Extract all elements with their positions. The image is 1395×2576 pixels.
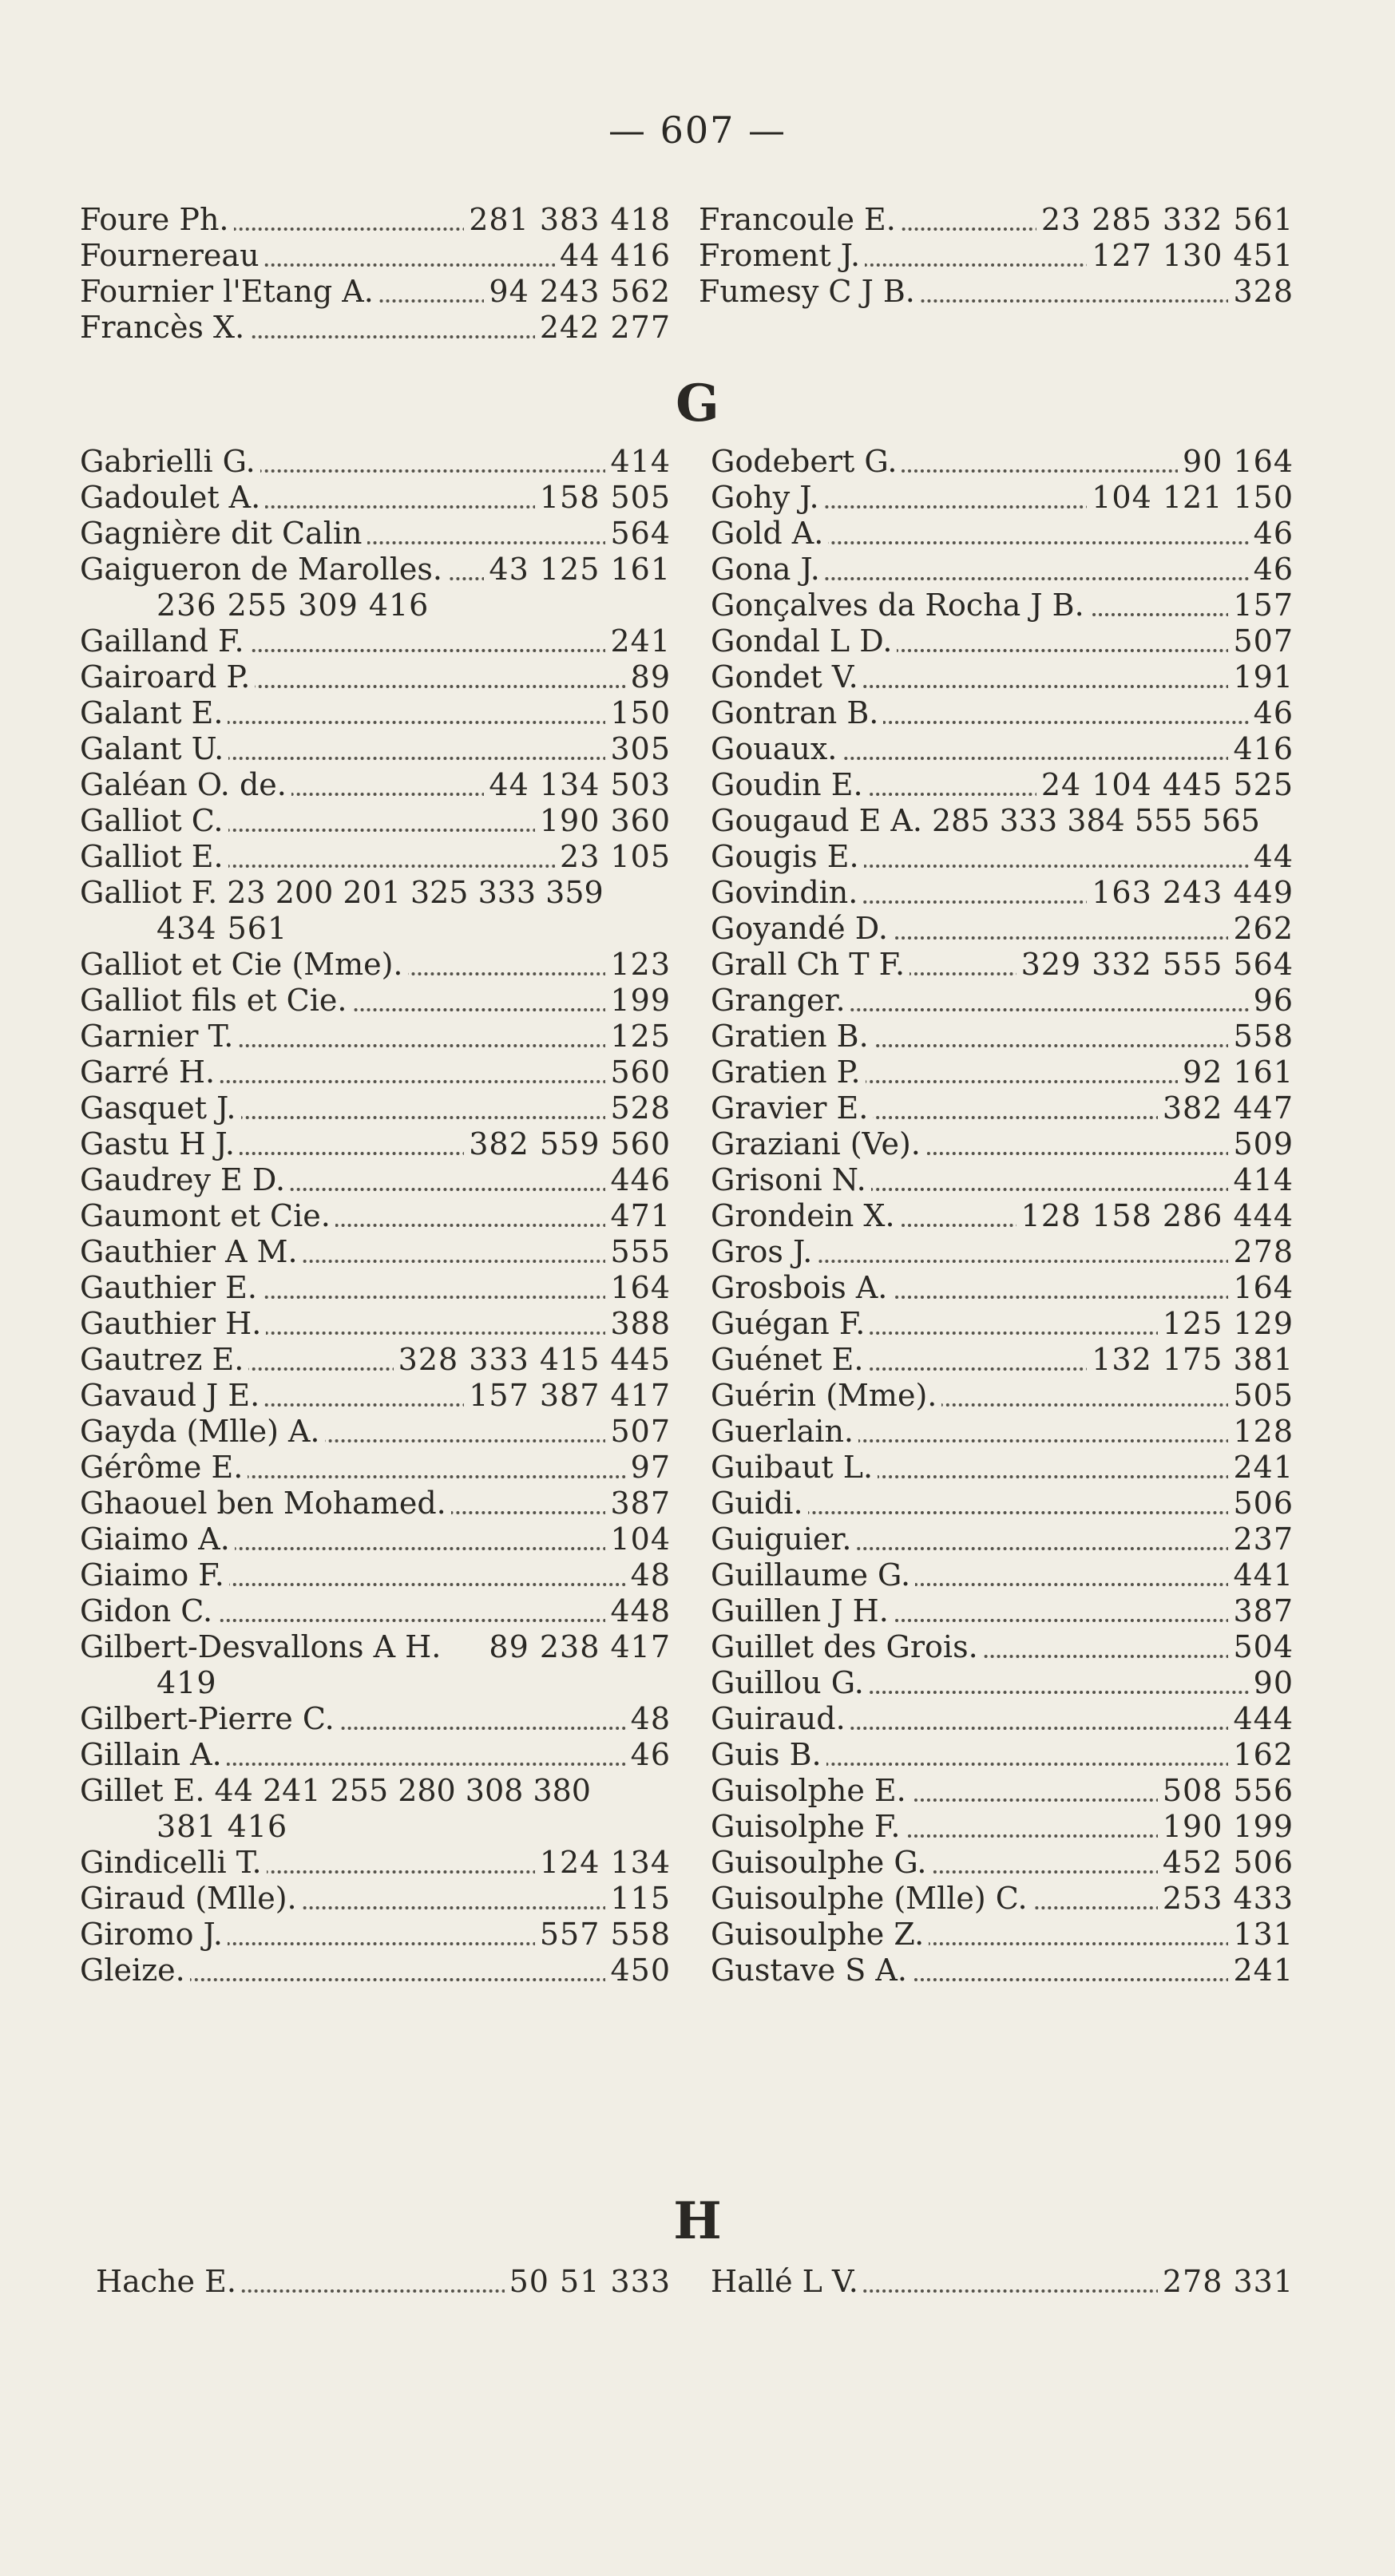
entry-name: Guiguier. [711, 1521, 857, 1557]
entry-pages: 262 [1228, 911, 1294, 947]
index-entry [80, 1845, 671, 1881]
index-entry [80, 1414, 671, 1450]
entry-pages: 555 [605, 1234, 671, 1270]
index-entry [711, 1917, 1294, 1953]
entry-pages: 509 [1228, 1126, 1294, 1162]
index-entry [80, 659, 671, 695]
entry-name: Giaimo F. [80, 1557, 229, 1593]
entry-pages: 241 [605, 623, 671, 659]
entry-pages: 507 [1228, 623, 1294, 659]
entry-name: Granger. [711, 983, 850, 1019]
entry-pages: 199 [605, 983, 671, 1019]
entry-continuation: 434 561 [157, 911, 288, 946]
entry-name: Gidon C. [80, 1593, 217, 1629]
entry-pages: 44 416 [555, 238, 671, 274]
entry-pages: 506 [1228, 1486, 1294, 1521]
entry-name: Guisoulphe (Mlle) C. [711, 1881, 1032, 1917]
entry-name: Galéan O. de. [80, 767, 291, 803]
entry-pages: 46 [1249, 552, 1294, 588]
index-entry [711, 623, 1294, 659]
entry-pages: 163 243 449 [1087, 875, 1294, 911]
entry-name: Gauthier E. [80, 1270, 262, 1306]
entry-pages: 115 [605, 1881, 671, 1917]
index-entry [711, 839, 1294, 875]
entry-name: Guénet E. [711, 1342, 868, 1378]
index-entry [711, 1486, 1294, 1521]
entry-name: Fournereau [80, 238, 264, 274]
entry-name: Gauthier A M. [80, 1234, 303, 1270]
entry-pages: 44 134 503 [484, 767, 671, 803]
entry-pages: 23 105 [555, 839, 671, 875]
index-entry [80, 1198, 671, 1234]
entry-pages: 24 104 445 525 [1036, 767, 1294, 803]
entry-pages: 557 558 [535, 1917, 671, 1953]
index-entry [711, 588, 1294, 623]
index-entry [80, 983, 671, 1019]
entry-pages: 50 51 333 [505, 2264, 671, 2300]
entry-name: Gravier E. [711, 1090, 873, 1126]
index-entry [80, 1486, 671, 1521]
entry-name: Gontran B. [711, 695, 883, 731]
entry-name: Gouaux. [711, 731, 842, 767]
entry-pages: 92 161 [1178, 1055, 1294, 1090]
entry-pages: 44 [1249, 839, 1294, 875]
entry-name: Gonçalves da Rocha J B. [711, 588, 1089, 623]
entry-pages: 388 [605, 1306, 671, 1342]
entry-name: Guillou G. [711, 1665, 869, 1701]
h-right-column [711, 2264, 1294, 2300]
entry-name: Gaudrey E D. [80, 1162, 290, 1198]
index-entry [80, 1953, 671, 1988]
index-entry [711, 1342, 1294, 1378]
entry-name: Govindin. [711, 875, 862, 911]
index-entry [711, 516, 1294, 552]
index-entry [711, 1306, 1294, 1342]
index-entry [711, 1055, 1294, 1090]
entry-name: Foure Ph. [80, 202, 234, 238]
entry-name: Gavaud J E. [80, 1378, 264, 1414]
entry-name: Guégan F. [711, 1306, 870, 1342]
entry-name: Gold A. [711, 516, 828, 552]
entry-name: Guisolphe E. [711, 1773, 911, 1809]
index-entry [711, 1450, 1294, 1486]
entry-pages: 446 [605, 1162, 671, 1198]
entry-name: Grisoni N. [711, 1162, 871, 1198]
index-entry [711, 1701, 1294, 1737]
index-entry [80, 839, 671, 875]
entry-pages: 191 [1228, 659, 1294, 695]
entry-pages: 237 [1228, 1521, 1294, 1557]
page-number: — 607 — [608, 109, 787, 152]
entry-pages: 128 [1228, 1414, 1294, 1450]
index-entry [80, 1342, 671, 1378]
entry-pages: 48 [626, 1701, 671, 1737]
entry-pages: 504 [1228, 1629, 1294, 1665]
entry-name: Graziani (Ve). [711, 1126, 925, 1162]
index-entry [711, 1270, 1294, 1306]
index-entry [711, 659, 1294, 695]
entry-name: Guidi. [711, 1486, 808, 1521]
entry-continuation: 236 255 309 416 [157, 588, 430, 623]
index-entry [711, 875, 1294, 911]
entry-name: Fournier l'Etang A. [80, 274, 378, 310]
index-entry [711, 1809, 1294, 1845]
index-entry [80, 1881, 671, 1917]
entry-name: Guillaume G. [711, 1557, 915, 1593]
index-entry [711, 695, 1294, 731]
entry-name: Gondal L D. [711, 623, 897, 659]
entry-pages: 558 [1228, 1019, 1294, 1055]
entry-name: Francoule E. [699, 202, 901, 238]
index-entry [80, 1701, 671, 1737]
index-entry [711, 1737, 1294, 1773]
entry-name: Gilbert-Pierre C. [80, 1701, 339, 1737]
entry-name: Gailland F. [80, 623, 249, 659]
entry-name: Fumesy C J B. [699, 274, 920, 310]
index-entry [80, 1234, 671, 1270]
index-entry [80, 274, 671, 310]
entry-pages: 560 [605, 1055, 671, 1090]
index-entry [80, 1378, 671, 1414]
entry-name: Galliot F. 23 200 201 325 333 359 [80, 875, 608, 911]
entry-name: Gayda (Mlle) A. [80, 1414, 325, 1450]
entry-pages: 328 [1228, 274, 1294, 310]
entry-name: Gratien P. [711, 1055, 866, 1090]
entry-name: Gleize. [80, 1953, 190, 1988]
entry-name: Gauthier H. [80, 1306, 266, 1342]
entry-pages: 329 332 555 564 [1017, 947, 1294, 983]
entry-name: Gougaud E A. 285 333 384 555 565 [711, 803, 1265, 839]
entry-pages: 450 [605, 1953, 671, 1988]
f-left-column [80, 202, 671, 346]
h-left-column [96, 2264, 671, 2300]
entry-name: Goudin E. [711, 767, 868, 803]
entry-name: Gillain A. [80, 1737, 227, 1773]
index-entry [80, 803, 671, 839]
entry-name: Guibaut L. [711, 1450, 878, 1486]
index-entry [80, 731, 671, 767]
entry-pages: 382 447 [1158, 1090, 1294, 1126]
entry-name: Gérôme E. [80, 1450, 248, 1486]
index-entry [711, 1090, 1294, 1126]
entry-name: Gautrez E. [80, 1342, 248, 1378]
index-entry [711, 2264, 1294, 2300]
index-entry [711, 983, 1294, 1019]
index-entry [711, 1019, 1294, 1055]
entry-name: Galant E. [80, 695, 228, 731]
entry-pages: 124 134 [535, 1845, 671, 1881]
entry-pages: 127 130 451 [1087, 238, 1294, 274]
entry-pages: 281 383 418 [464, 202, 671, 238]
entry-name: Guérin (Mme). [711, 1378, 941, 1414]
entry-pages: 46 [1249, 695, 1294, 731]
index-entry [711, 444, 1294, 480]
index-entry [699, 202, 1294, 238]
index-entry [711, 767, 1294, 803]
entry-name: Gros J. [711, 1234, 817, 1270]
entry-pages: 382 559 560 [464, 1126, 671, 1162]
entry-name: Gagnière dit Calin [80, 516, 367, 552]
entry-pages: 128 158 286 444 [1017, 1198, 1294, 1234]
entry-name: Galant U. [80, 731, 228, 767]
index-entry [711, 1521, 1294, 1557]
entry-name: Gadoulet A. [80, 480, 265, 516]
entry-name: Guillet des Grois. [711, 1629, 983, 1665]
index-entry [80, 1126, 671, 1162]
entry-pages: 444 [1228, 1701, 1294, 1737]
entry-pages: 157 387 417 [464, 1378, 671, 1414]
index-entry [80, 1019, 671, 1055]
section-letter-h: H [673, 2191, 722, 2251]
index-entry [80, 623, 671, 659]
entry-name: Garnier T. [80, 1019, 238, 1055]
entry-pages: 305 [605, 731, 671, 767]
entry-pages: 471 [605, 1198, 671, 1234]
entry-continuation: 419 [157, 1665, 217, 1700]
entry-pages: 104 [605, 1521, 671, 1557]
entry-name: Grosbois A. [711, 1270, 892, 1306]
entry-name: Godebert G. [711, 444, 902, 480]
entry-pages: 123 [605, 947, 671, 983]
index-entry [711, 1629, 1294, 1665]
index-entry [80, 947, 671, 983]
entry-name: Guisolphe F. [711, 1809, 905, 1845]
index-entry [711, 552, 1294, 588]
entry-name: Guisoulphe Z. [711, 1917, 929, 1953]
entry-name: Guis B. [711, 1737, 826, 1773]
entry-pages: 164 [605, 1270, 671, 1306]
index-entry [699, 274, 1294, 310]
entry-pages: 125 129 [1158, 1306, 1294, 1342]
entry-name: Gilbert-Desvallons A H. [80, 1629, 446, 1665]
entry-pages: 162 [1228, 1737, 1294, 1773]
index-entry [80, 444, 671, 480]
index-entry [80, 695, 671, 731]
index-entry [80, 1090, 671, 1126]
entry-pages: 94 243 562 [484, 274, 671, 310]
entry-pages: 242 277 [535, 310, 671, 346]
g-left-column [80, 444, 671, 1988]
entry-pages: 46 [626, 1737, 671, 1773]
index-entry [711, 1162, 1294, 1198]
entry-name: Gohy J. [711, 480, 824, 516]
entry-name: Ghaouel ben Mohamed. [80, 1486, 451, 1521]
entry-pages: 416 [1228, 731, 1294, 767]
entry-pages: 241 [1228, 1450, 1294, 1486]
entry-name: Gaumont et Cie. [80, 1198, 335, 1234]
g-right-column [711, 444, 1294, 1988]
index-entry [711, 1414, 1294, 1450]
entry-pages: 278 331 [1158, 2264, 1294, 2300]
index-entry [711, 731, 1294, 767]
entry-pages: 190 199 [1158, 1809, 1294, 1845]
index-entry [711, 1953, 1294, 1988]
entry-pages: 46 [1249, 516, 1294, 552]
entry-continuation: 381 416 [157, 1809, 288, 1844]
entry-name: Hache E. [96, 2264, 241, 2300]
entry-pages: 507 [605, 1414, 671, 1450]
index-entry [711, 1198, 1294, 1234]
entry-pages: 564 [605, 516, 671, 552]
entry-name: Guisoulphe G. [711, 1845, 931, 1881]
index-entry [80, 1557, 671, 1593]
entry-pages: 90 [1249, 1665, 1294, 1701]
entry-pages: 89 238 417 [484, 1629, 671, 1665]
entry-pages: 253 433 [1158, 1881, 1294, 1917]
entry-pages: 241 [1228, 1953, 1294, 1988]
index-entry [711, 1665, 1294, 1701]
entry-pages: 441 [1228, 1557, 1294, 1593]
entry-pages: 505 [1228, 1378, 1294, 1414]
entry-pages: 414 [605, 444, 671, 480]
f-right-column [699, 202, 1294, 310]
index-entry [80, 202, 671, 238]
entry-pages: 278 [1228, 1234, 1294, 1270]
entry-name: Gabrielli G. [80, 444, 260, 480]
entry-pages: 157 [1228, 588, 1294, 623]
entry-name: Galliot fils et Cie. [80, 983, 351, 1019]
index-entry [711, 1881, 1294, 1917]
entry-name: Giraud (Mlle). [80, 1881, 302, 1917]
index-entry [699, 238, 1294, 274]
section-letter-g: G [676, 374, 719, 433]
index-entry [80, 238, 671, 274]
entry-name: Froment J. [699, 238, 865, 274]
entry-name: Gondet V. [711, 659, 863, 695]
entry-name: Gasquet J. [80, 1090, 241, 1126]
entry-pages: 414 [1228, 1162, 1294, 1198]
entry-name: Galliot E. [80, 839, 228, 875]
entry-name: Guerlain. [711, 1414, 858, 1450]
entry-name: Gougis E. [711, 839, 864, 875]
index-entry [80, 310, 671, 346]
index-entry [80, 1306, 671, 1342]
index-entry [80, 552, 671, 588]
index-entry [80, 1629, 671, 1665]
index-entry [80, 1917, 671, 1953]
index-entry [711, 911, 1294, 947]
entry-pages: 387 [605, 1486, 671, 1521]
entry-name: Gratien B. [711, 1019, 874, 1055]
entry-pages: 158 505 [535, 480, 671, 516]
entry-name: Guillen J H. [711, 1593, 894, 1629]
entry-pages: 131 [1228, 1917, 1294, 1953]
index-entry [711, 1593, 1294, 1629]
entry-pages: 125 [605, 1019, 671, 1055]
entry-name: Gindicelli T. [80, 1845, 267, 1881]
index-entry [711, 1773, 1294, 1809]
index-entry [80, 1521, 671, 1557]
entry-name: Gustave S A. [711, 1953, 912, 1988]
index-entry [711, 1845, 1294, 1881]
entry-name: Gastu H J. [80, 1126, 240, 1162]
index-entry [80, 1162, 671, 1198]
index-entry [80, 1055, 671, 1090]
index-entry [80, 1450, 671, 1486]
entry-pages: 89 [626, 659, 671, 695]
index-entry [96, 2264, 671, 2300]
entry-pages: 448 [605, 1593, 671, 1629]
entry-name: Gona J. [711, 552, 825, 588]
index-entry [711, 947, 1294, 983]
index-entry [711, 1234, 1294, 1270]
entry-pages: 328 333 415 445 [394, 1342, 671, 1378]
index-entry [80, 1270, 671, 1306]
entry-name: Galliot et Cie (Mme). [80, 947, 408, 983]
entry-name: Grall Ch T F. [711, 947, 910, 983]
entry-pages: 96 [1249, 983, 1294, 1019]
entry-name: Guiraud. [711, 1701, 850, 1737]
entry-pages: 190 360 [535, 803, 671, 839]
entry-pages: 387 [1228, 1593, 1294, 1629]
entry-pages: 508 556 [1158, 1773, 1294, 1809]
entry-pages: 43 125 161 [484, 552, 671, 588]
index-entry [711, 480, 1294, 516]
entry-name: Grondein X. [711, 1198, 900, 1234]
entry-name: Goyandé D. [711, 911, 893, 947]
index-entry [80, 516, 671, 552]
index-entry [711, 1126, 1294, 1162]
entry-name: Hallé L V. [711, 2264, 863, 2300]
entry-name: Gaigueron de Marolles. [80, 552, 447, 588]
entry-pages: 528 [605, 1090, 671, 1126]
entry-pages: 150 [605, 695, 671, 731]
entry-pages: 164 [1228, 1270, 1294, 1306]
entry-pages: 48 [626, 1557, 671, 1593]
entry-pages: 23 285 332 561 [1036, 202, 1294, 238]
index-entry [80, 1593, 671, 1629]
entry-pages: 452 506 [1158, 1845, 1294, 1881]
entry-pages: 97 [626, 1450, 671, 1486]
entry-name: Francès X. [80, 310, 249, 346]
index-entry [711, 1378, 1294, 1414]
entry-name: Gairoard P. [80, 659, 255, 695]
entry-pages: 90 164 [1178, 444, 1294, 480]
index-entry [80, 480, 671, 516]
index-entry [80, 1737, 671, 1773]
index-entry [711, 803, 1294, 839]
index-entry [80, 1773, 671, 1809]
entry-pages: 132 175 381 [1087, 1342, 1294, 1378]
index-entry [80, 875, 671, 911]
entry-name: Garré H. [80, 1055, 220, 1090]
entry-name: Galliot C. [80, 803, 228, 839]
entry-name: Gillet E. 44 241 255 280 308 380 [80, 1773, 596, 1809]
entry-name: Giromo J. [80, 1917, 228, 1953]
entry-name: Giaimo A. [80, 1521, 235, 1557]
index-entry [711, 1557, 1294, 1593]
index-entry [80, 767, 671, 803]
entry-pages: 104 121 150 [1087, 480, 1294, 516]
